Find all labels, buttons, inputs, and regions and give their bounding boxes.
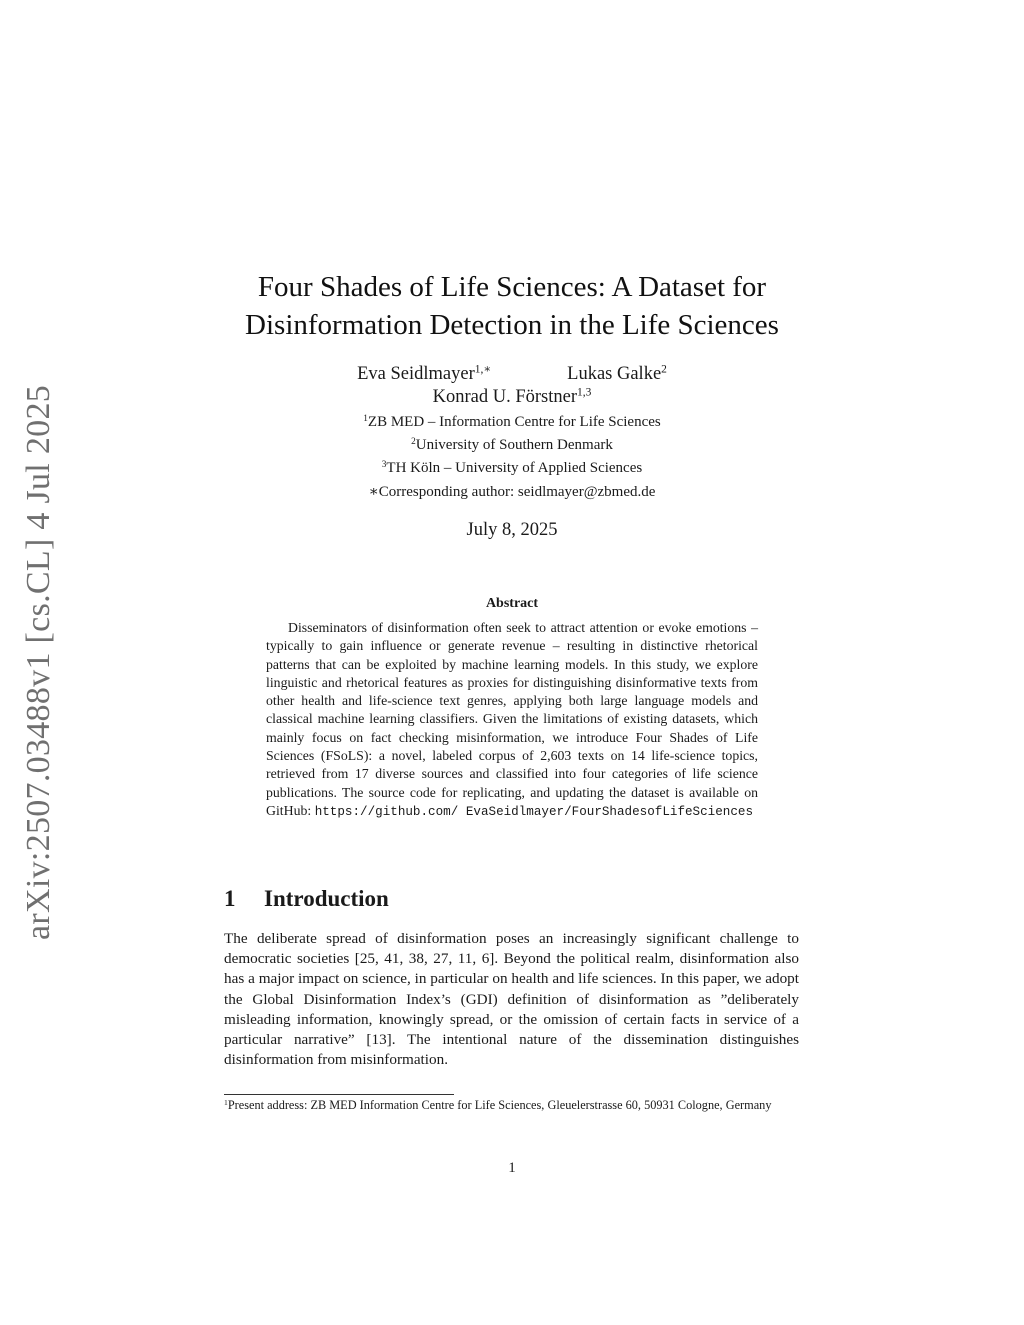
affiliation-text: ZB MED – Information Centre for Life Sciences: [367, 414, 661, 430]
paper-title: [0, 268, 1024, 344]
author-list: [0, 362, 1024, 386]
affiliation-text: TH Köln – University of Applied Sciences: [386, 460, 643, 476]
section-number: 1: [224, 886, 236, 911]
affiliation-text: University of Southern Denmark: [415, 437, 613, 453]
author-affiliation-mark: 1,∗: [474, 363, 492, 376]
page-number: 1: [508, 1160, 516, 1176]
author-name: Eva Seidlmayer: [357, 364, 475, 384]
section-title: Introduction: [264, 886, 389, 911]
footnote-text: Present address: ZB MED Information Centre for Life Sciences, Gleuelerstrasse 60, 50931 Cologne, Germany: [227, 1098, 772, 1112]
affiliation: [0, 434, 1024, 456]
github-link[interactable]: https://github.com/ EvaSeidlmayer/FourShadesofLifeSciences: [314, 804, 754, 819]
abstract-heading: Abstract: [485, 596, 539, 611]
abstract-paragraph: Disseminators of disinformation often seek to attract attention or evoke emotions – typically to gain influence or generate revenue – resulting in distinctive rhetorical patterns that can be exploited by machine learning models. In this study, we explore linguistic and rhetorical features as proxies for distinguishing disinformative texts from other health and life-science text genres, applying both large language models and classical machine learning classifiers. Given the limitations of existing datasets, which mainly focus on fact checking misinformation, we introduce Four Shades of Life Sciences (FSoLS): a novel, labeled corpus of 2,603 texts on 14 life-science topics, retrieved from 17 diverse sources and classified into four categories of life science publications. The source code for replicating, and updating the dataset is available on GitHub:: [266, 620, 758, 818]
author-affiliation-mark: 1,3: [577, 386, 592, 399]
author-list-line-2: [0, 385, 1024, 409]
publication-date: July 8, 2025: [466, 520, 558, 540]
footnote-divider: [224, 1094, 454, 1095]
corresponding-author: ∗Corresponding author: seidlmayer@zbmed.de: [368, 484, 656, 500]
title-line-1: Four Shades of Life Sciences: A Dataset for: [257, 271, 767, 303]
section-heading: [224, 884, 389, 914]
author-name: Konrad U. Förstner: [432, 387, 578, 407]
affiliation-mark: 2: [411, 436, 416, 447]
title-line-2: Disinformation Detection in the Life Sciences: [245, 309, 779, 341]
introduction-paragraph: The deliberate spread of disinformation poses an increasingly significant challenge to democratic societies [25, 41, 38, 27, 11, 6]. Beyond the political realm, disinformation also has a major impact on science, in particular on health and life sciences. In this paper, we adopt the Global Disinformation Index’s (GDI) definition of disinformation as ”deliberately misleading information, knowingly spread, or the omission of certain facts in service of a particular narrative” [13]. The intentional nature of the dissemination distinguishes disinformation from misinformation.: [224, 930, 799, 1069]
footnote-mark: 1: [224, 1097, 228, 1107]
affiliation: [0, 411, 1024, 433]
author-affiliation-mark: 2: [661, 363, 667, 376]
affiliation-mark: 3: [381, 459, 387, 470]
footnote: [224, 1097, 799, 1114]
arxiv-identifier-stamp: arXiv:2507.03488v1 [cs.CL] 4 Jul 2025: [20, 384, 57, 940]
affiliation-mark: 1: [363, 413, 368, 424]
affiliation: [0, 457, 1024, 479]
abstract-text: [266, 619, 758, 821]
author-name: Lukas Galke: [567, 364, 662, 384]
